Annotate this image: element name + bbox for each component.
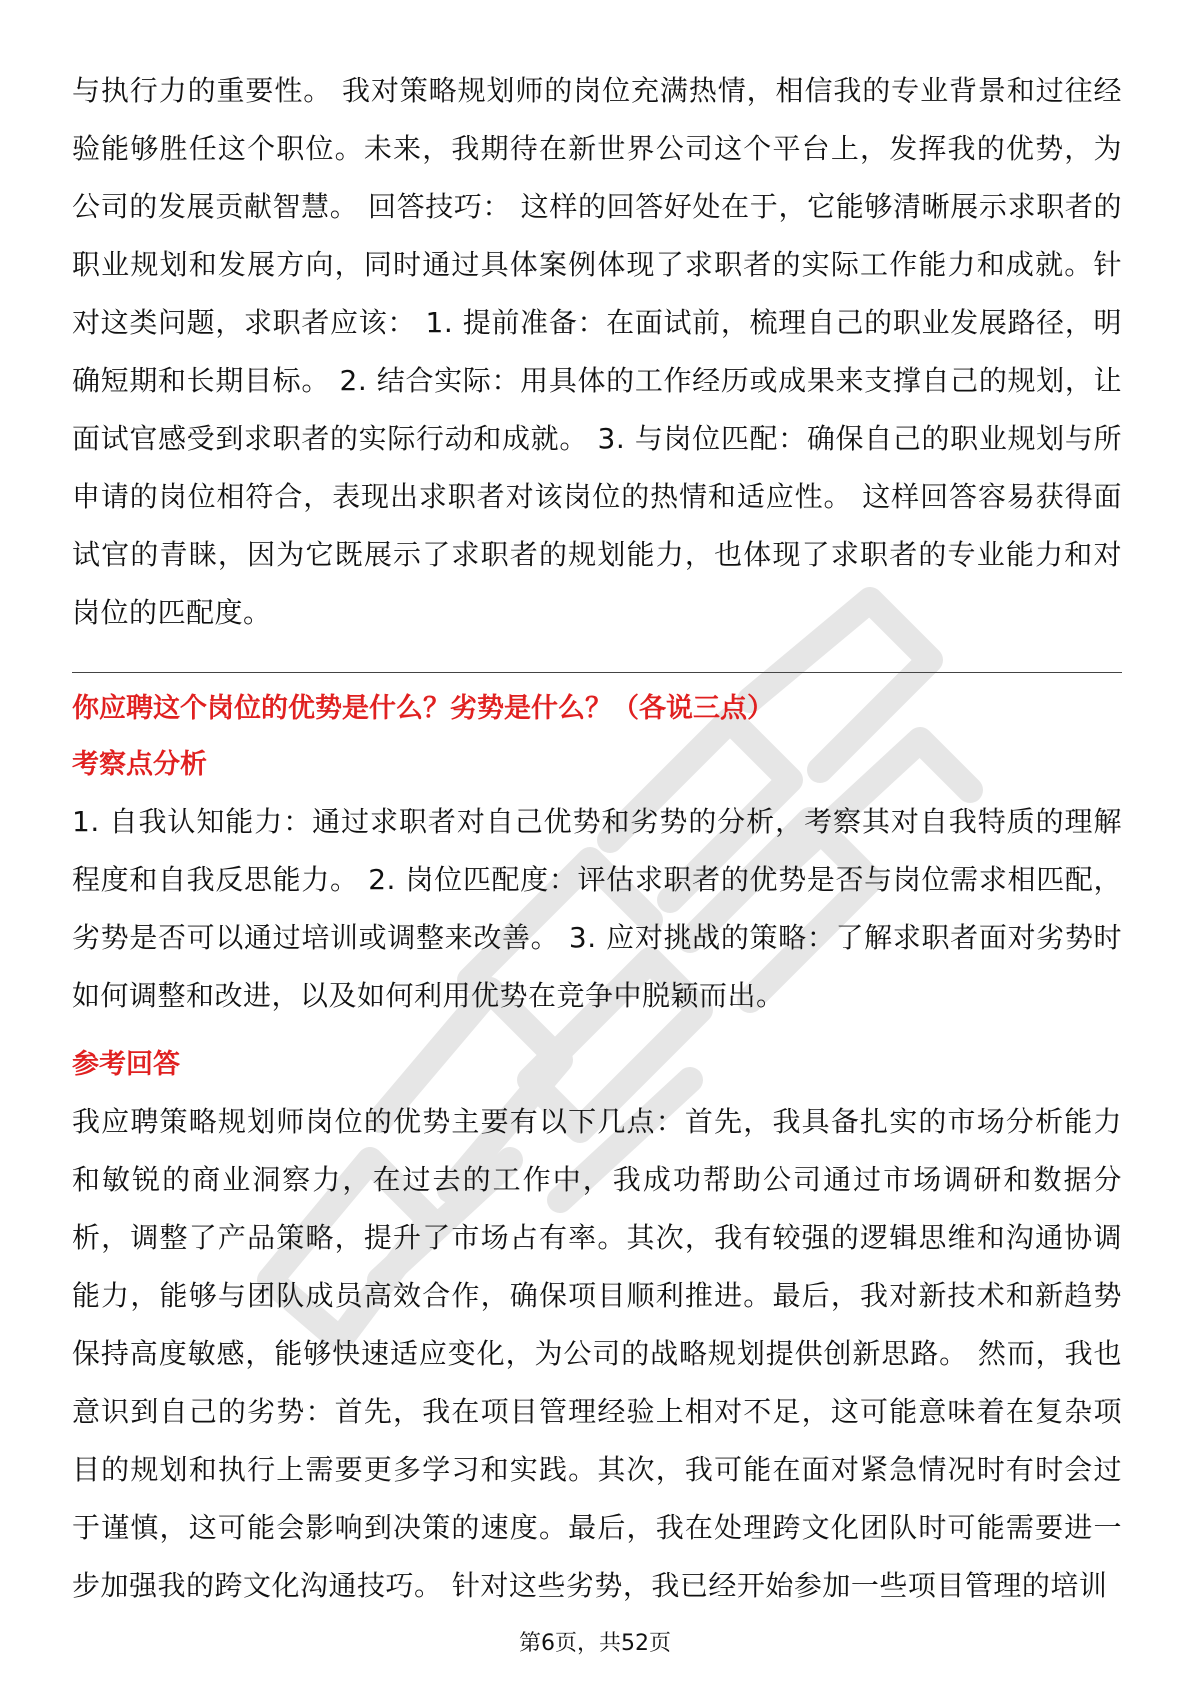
- page-number: 第6页，共52页: [519, 1631, 671, 1656]
- question-title: 你应聘这个岗位的优势是什么？劣势是什么？（各说三点）: [72, 693, 774, 724]
- reference-paragraph: 我应聘策略规划师岗位的优势主要有以下几点：首先，我具备扎实的市场分析能力和敏锐的商业洞察力，在过去的工作中，我成功帮助公司通过市场调研和数据分析，调整了产品策略，提升了市场占有率。其次，我有较强的逻辑思维和沟通协调能力，能够与团队成员高效合作，确保项目顺利推进。最后，我对新技术和新趋势保持高度敏感，能够快速适应变化，为公司的战略规划提供创新思路。 然而，我也意识到自己的劣势：首先，我在项目管理经验上相对不足，这可能意味着在复杂项目的规划和执行上需要更多学习和实践。其次，我可能在面对紧急情况时有时会过于谨慎，这可能会影响到决策的速度。最后，我在处理跨文化团队时可能需要进一步加强我的跨文化沟通技巧。 针对这些劣势，我已经开始参加一些项目管理的培训: [72, 1105, 1122, 1602]
- section-divider: [72, 672, 1122, 673]
- reference-heading: 参考回答: [72, 1049, 180, 1080]
- analysis-paragraph: 1. 自我认知能力：通过求职者对自己优势和劣势的分析，考察其对自我特质的理解程度和自我反思能力。 2. 岗位匹配度：评估求职者的优势是否与岗位需求相匹配，劣势是否可以通过培训或调整来改善。 3. 应对挑战的策略：了解求职者面对劣势时如何调整和改进，以及如何利用优势在竞争中脱颖而出。: [72, 805, 1122, 1012]
- page-content: [72, 62, 1122, 1615]
- body-paragraph-top: 与执行力的重要性。 我对策略规划师的岗位充满热情，相信我的专业背景和过往经验能够胜任这个职位。未来，我期待在新世界公司这个平台上，发挥我的优势，为公司的发展贡献智慧。 回答技巧： 这样的回答好处在于，它能够清晰展示求职者的职业规划和发展方向，同时通过具体案例体现了求职者的实际工作能力和成就。针对这类问题，求职者应该： 1. 提前准备：在面试前，梳理自己的职业发展路径，明确短期和长期目标。 2. 结合实际：用具体的工作经历或成果来支撑自己的规划，让面试官感受到求职者的实际行动和成就。 3. 与岗位匹配：确保自己的职业规划与所申请的岗位相符合，表现出求职者对该岗位的热情和适应性。 这样回答容易获得面试官的青睐，因为它既展示了求职者的规划能力，也体现了求职者的专业能力和对岗位的匹配度。: [72, 74, 1122, 629]
- analysis-heading: 考察点分析: [72, 749, 207, 780]
